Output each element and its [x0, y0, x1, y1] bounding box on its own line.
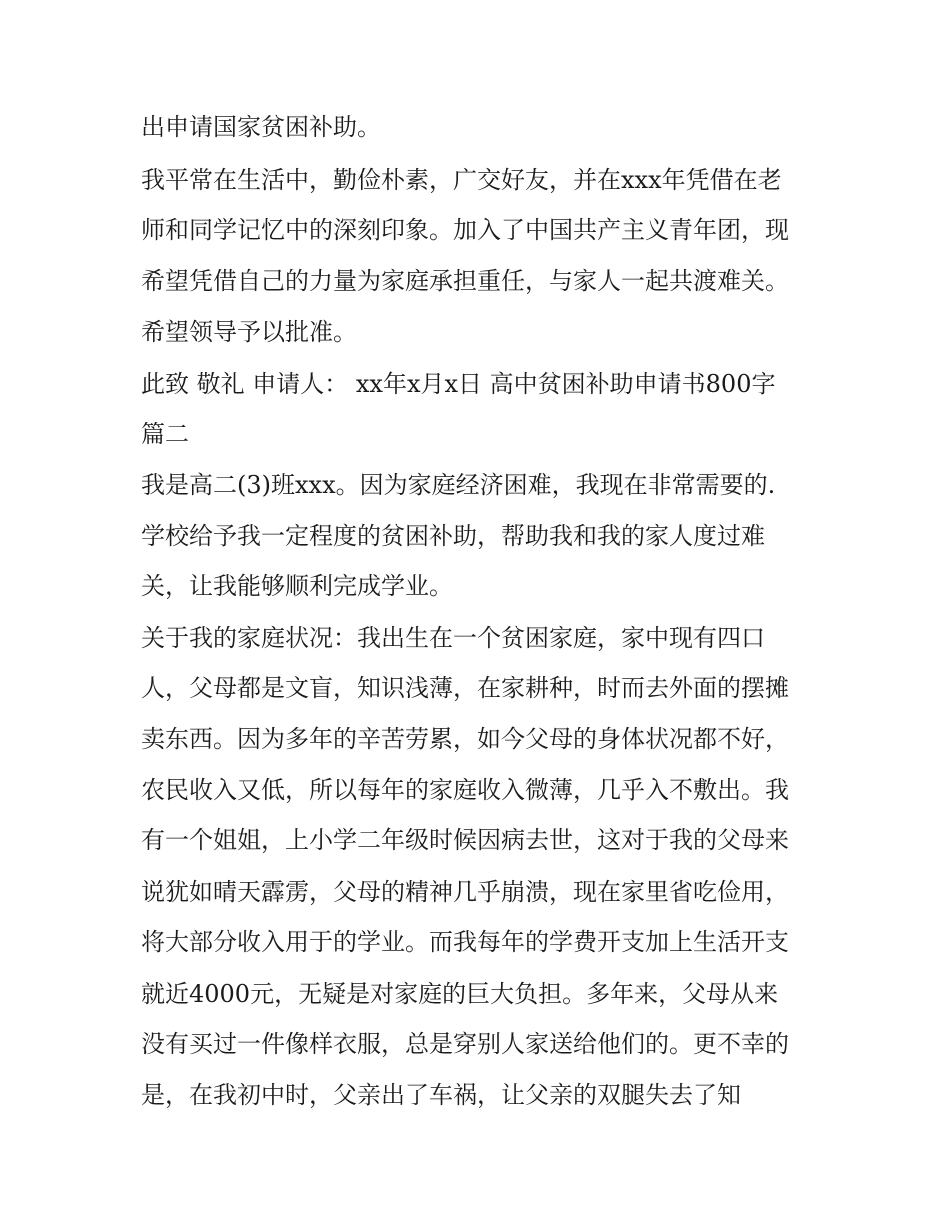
text-line: 我是高二(3)班xxx。因为家庭经济困难，我现在非常需要的.	[141, 471, 776, 499]
text-line: 出申请国家贫困补助。	[141, 113, 381, 141]
text-line: 希望凭借自己的力量为家庭承担重任，与家人一起共渡难关。	[141, 267, 789, 295]
text-line: 有一个姐姐，上小学二年级时候因病去世，这对于我的父母来	[141, 826, 789, 854]
text-line: 师和同学记忆中的深刻印象。加入了中国共产主义青年团，现	[141, 216, 789, 244]
text-line: 学校给予我一定程度的贫困补助，帮助我和我的家人度过难	[141, 522, 765, 550]
text-line: 是，在我初中时，父亲出了车祸，让父亲的双腿失去了知	[141, 1081, 741, 1109]
text-line: 人，父母都是文盲，知识浅薄，在家耕种，时而去外面的摆摊	[141, 674, 789, 702]
text-line: 我平常在生活中，勤俭朴素，广交好友，并在xxx年凭借在老	[141, 166, 782, 194]
text-line: 此致 敬礼 申请人： xx年x月x日 高中贫困补助申请书800字	[141, 370, 776, 398]
text-line: 希望领导予以批准。	[141, 318, 357, 346]
text-line: 卖东西。因为多年的辛苦劳累，如今父母的身体状况都不好，	[141, 725, 789, 753]
text-line: 将大部分收入用于的学业。而我每年的学费开支加上生活开支	[141, 928, 789, 956]
text-line: 就近4000元，无疑是对家庭的巨大负担。多年来，父母从来	[141, 980, 779, 1008]
section-heading: 篇二	[141, 420, 189, 448]
text-line: 说犹如晴天霹雳，父母的精神几乎崩溃，现在家里省吃俭用，	[141, 878, 789, 906]
text-line: 没有买过一件像样衣服，总是穿别人家送给他们的。更不幸的	[141, 1030, 789, 1058]
text-line: 关，让我能够顺利完成学业。	[141, 572, 453, 600]
text-line: 关于我的家庭状况：我出生在一个贫困家庭，家中现有四口	[141, 624, 765, 652]
text-line: 农民收入又低，所以每年的家庭收入微薄，几乎入不敷出。我	[141, 776, 789, 804]
